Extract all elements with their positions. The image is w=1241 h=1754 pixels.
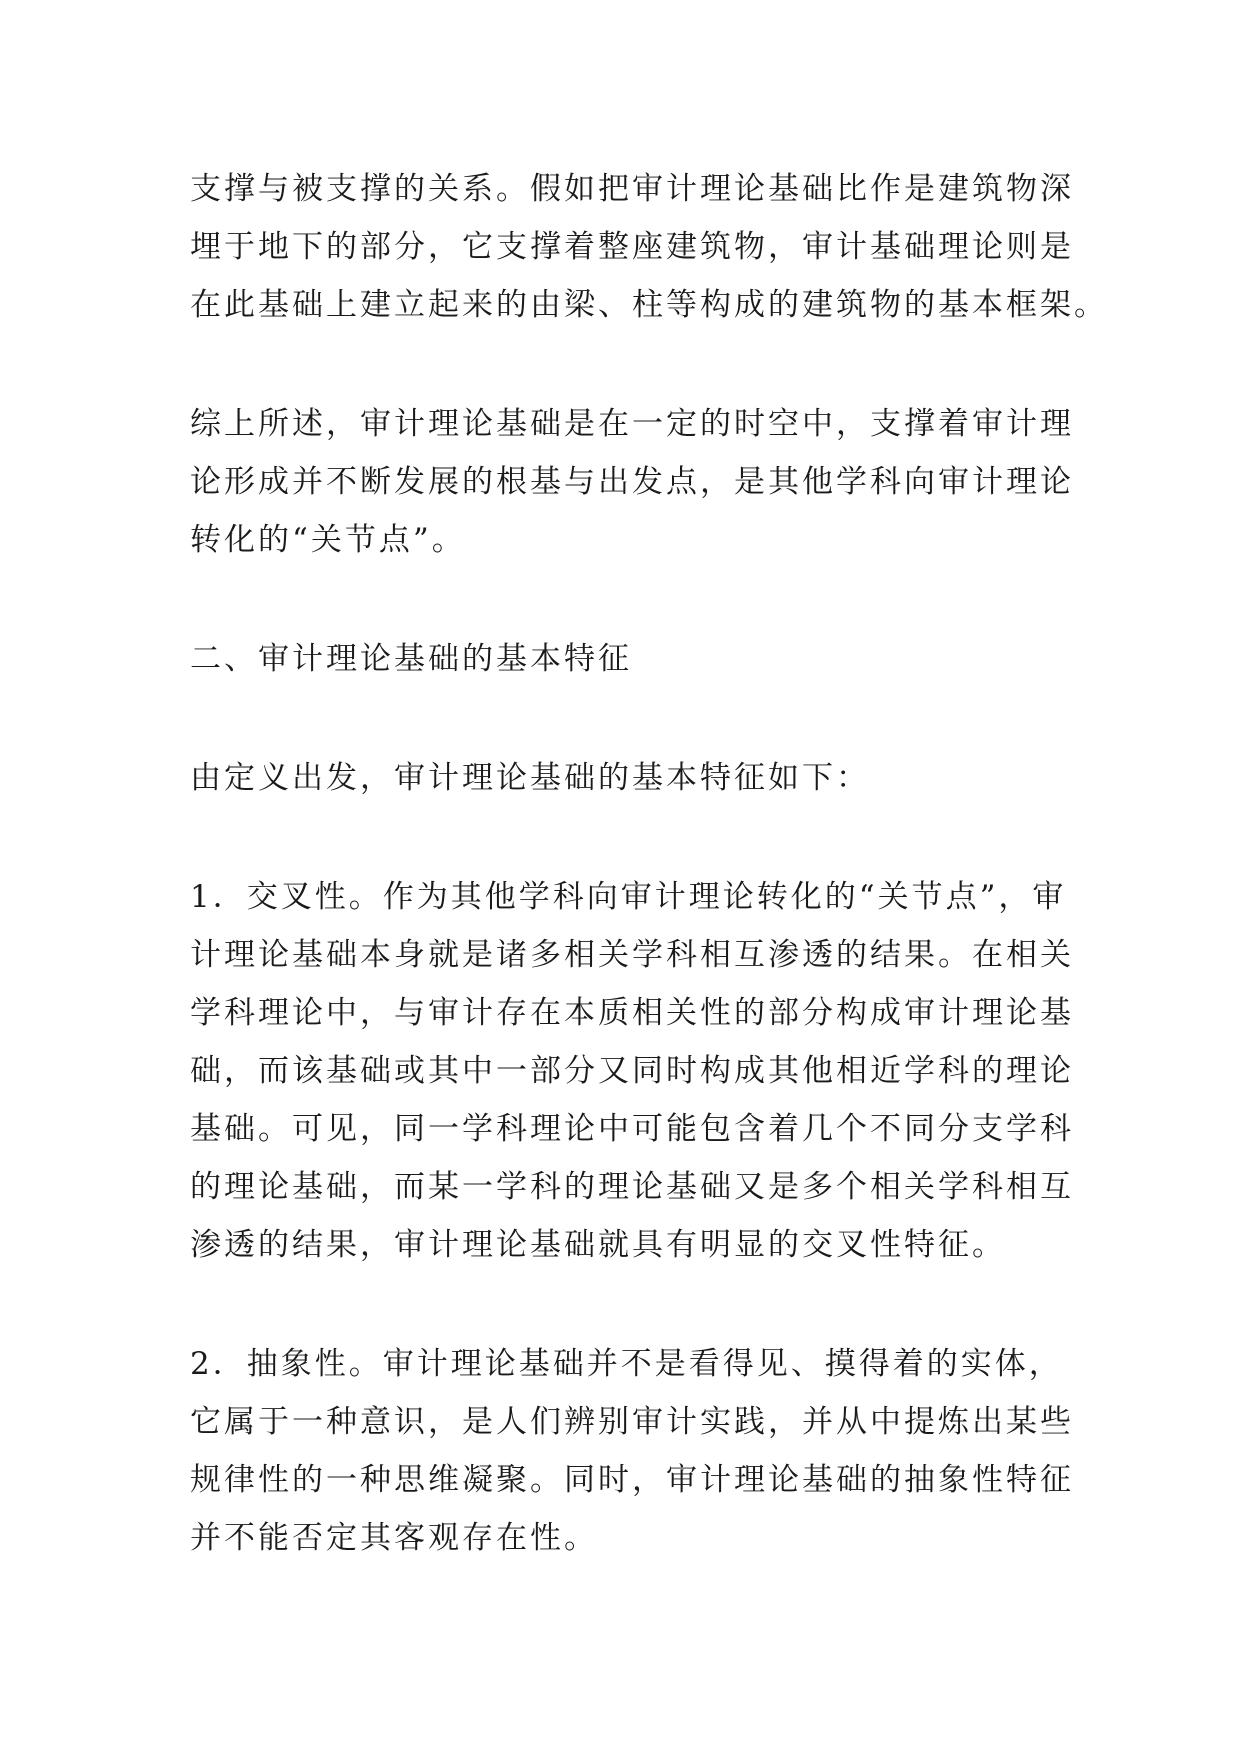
text-line: 在此基础上建立起来的由梁、柱等构成的建筑物的基本框架。 [190, 287, 1108, 323]
heading-text: 二、审计理论基础的基本特征 [190, 641, 632, 677]
paragraph-building-analogy [190, 160, 1108, 334]
text-line: 并不能否定其客观存在性。 [190, 1520, 598, 1556]
text-line: 渗透的结果，审计理论基础就具有明显的交叉性特征。 [190, 1227, 1006, 1263]
text-line: 础，而该基础或其中一部分又同时构成其他相近学科的理论 [190, 1053, 1074, 1089]
text-line: 计理论基础本身就是诸多相关学科相互渗透的结果。在相关 [190, 937, 1074, 973]
text-line: 埋于地下的部分，它支撑着整座建筑物，审计基础理论则是 [190, 229, 1074, 265]
text-line: 的理论基础，而某一学科的理论基础又是多个相关学科相互 [190, 1169, 1074, 1205]
paragraph-item-2 [190, 1335, 1090, 1567]
section-heading [190, 630, 1090, 688]
text-line: 学科理论中，与审计存在本质相关性的部分构成审计理论基 [190, 995, 1074, 1031]
paragraph-summary [190, 395, 1090, 569]
text-line: 转化的“关节点”。 [190, 522, 466, 558]
text-line: 综上所述，审计理论基础是在一定的时空中，支撑着审计理 [190, 406, 1074, 442]
text-line: 1．交叉性。作为其他学科向审计理论转化的“关节点”，审 [190, 879, 1067, 915]
document-body [190, 160, 1108, 1628]
text-line: 支撑与被支撑的关系。假如把审计理论基础比作是建筑物深 [190, 171, 1074, 207]
text-line: 它属于一种意识，是人们辨别审计实践，并从中提炼出某些 [190, 1404, 1074, 1440]
paragraph-item-1 [190, 868, 1090, 1274]
text-line: 2．抽象性。审计理论基础并不是看得见、摸得着的实体， [190, 1346, 1063, 1382]
text-line: 由定义出发，审计理论基础的基本特征如下： [190, 760, 870, 796]
text-line: 基础。可见，同一学科理论中可能包含着几个不同分支学科 [190, 1111, 1074, 1147]
text-line: 规律性的一种思维凝聚。同时，审计理论基础的抽象性特征 [190, 1462, 1074, 1498]
text-line: 论形成并不断发展的根基与出发点，是其他学科向审计理论 [190, 464, 1074, 500]
paragraph-intro [190, 749, 1090, 807]
